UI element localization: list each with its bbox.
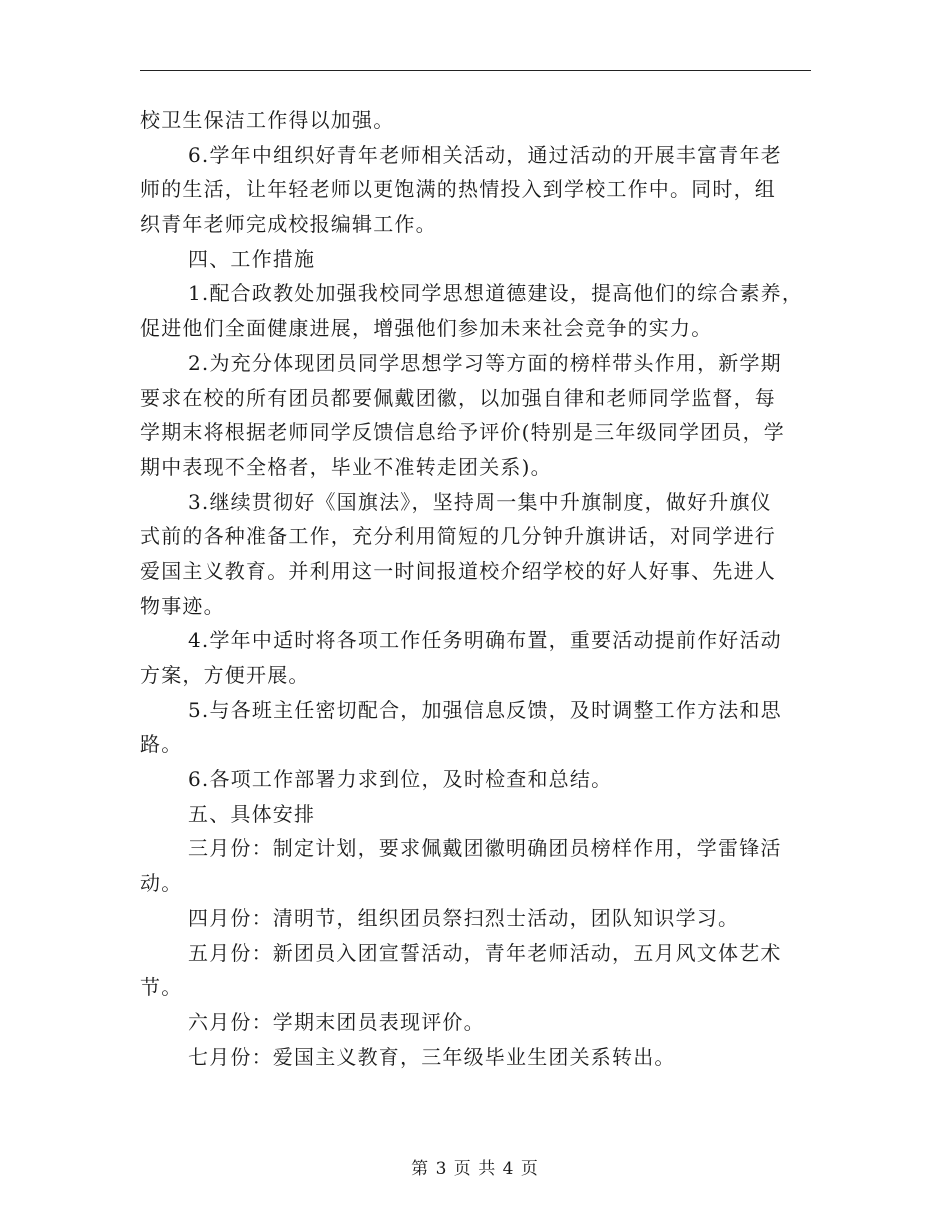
text-line: 路。 xyxy=(140,732,183,757)
text-line: 爱国主义教育。并利用这一时间报道校介绍学校的好人好事、先进人 xyxy=(140,558,776,583)
text-line: 促进他们全面健康进展，增强他们参加未来社会竞争的实力。 xyxy=(140,316,713,341)
text-line: 师的生活，让年轻老师以更饱满的热情投入到学校工作中。同时，组 xyxy=(140,177,776,202)
text-line: 4.学年中适时将各项工作任务明确布置，重要活动提前作好活动 xyxy=(188,628,782,653)
text-line: 织青年老师完成校报编辑工作。 xyxy=(140,212,437,237)
text-line: 学期末将根据老师同学反馈信息给予评价(特别是三年级同学团员，学 xyxy=(140,420,786,445)
text-line: 式前的各种准备工作，充分利用简短的几分钟升旗讲话，对同学进行 xyxy=(140,524,776,549)
text-line: 5.与各班主任密切配合，加强信息反馈，及时调整工作方法和思 xyxy=(188,697,782,722)
text-line: 方案，方便开展。 xyxy=(140,663,310,687)
text-line: 六月份：学期末团员表现评价。 xyxy=(188,1009,485,1034)
page-number-label: 第 3 页 共 4 页 xyxy=(411,1159,539,1179)
text-line: 2.为充分体现团员同学思想学习等方面的榜样带头作用，新学期 xyxy=(188,350,782,375)
header-rule xyxy=(140,70,811,71)
text-line: 动。 xyxy=(140,871,183,896)
text-line: 3.继续贯彻好《国旗法》，坚持周一集中升旗制度，做好升旗仪 xyxy=(188,489,772,514)
page-footer xyxy=(0,1154,950,1179)
text-line: 期中表现不全格者，毕业不准转走团关系)。 xyxy=(140,454,552,479)
text-line: 七月份：爱国主义教育，三年级毕业生团关系转出。 xyxy=(188,1044,676,1069)
document-body xyxy=(140,103,811,1074)
text-line: 三月份：制定计划，要求佩戴团徽明确团员榜样作用，学雷锋活 xyxy=(188,836,782,861)
text-line: 节。 xyxy=(140,975,183,1000)
text-line: 要求在校的所有团员都要佩戴团徽，以加强自律和老师同学监督，每 xyxy=(140,385,776,410)
text-line: 1.配合政教处加强我校同学思想道德建设，提高他们的综合素养， xyxy=(188,281,804,306)
text-line: 6.各项工作部署力求到位，及时检查和总结。 xyxy=(188,767,613,792)
text-line: 五月份：新团员入团宣誓活动，青年老师活动，五月风文体艺术 xyxy=(188,940,782,965)
text-line: 五、具体安排 xyxy=(188,801,316,826)
text-line: 物事迹。 xyxy=(140,593,225,618)
text-line: 校卫生保洁工作得以加强。 xyxy=(140,108,395,132)
text-line: 四月份：清明节，组织团员祭扫烈士活动，团队知识学习。 xyxy=(188,905,740,930)
text-line: 6.学年中组织好青年老师相关活动，通过活动的开展丰富青年老 xyxy=(188,142,782,167)
text-line: 四、工作措施 xyxy=(188,246,316,271)
